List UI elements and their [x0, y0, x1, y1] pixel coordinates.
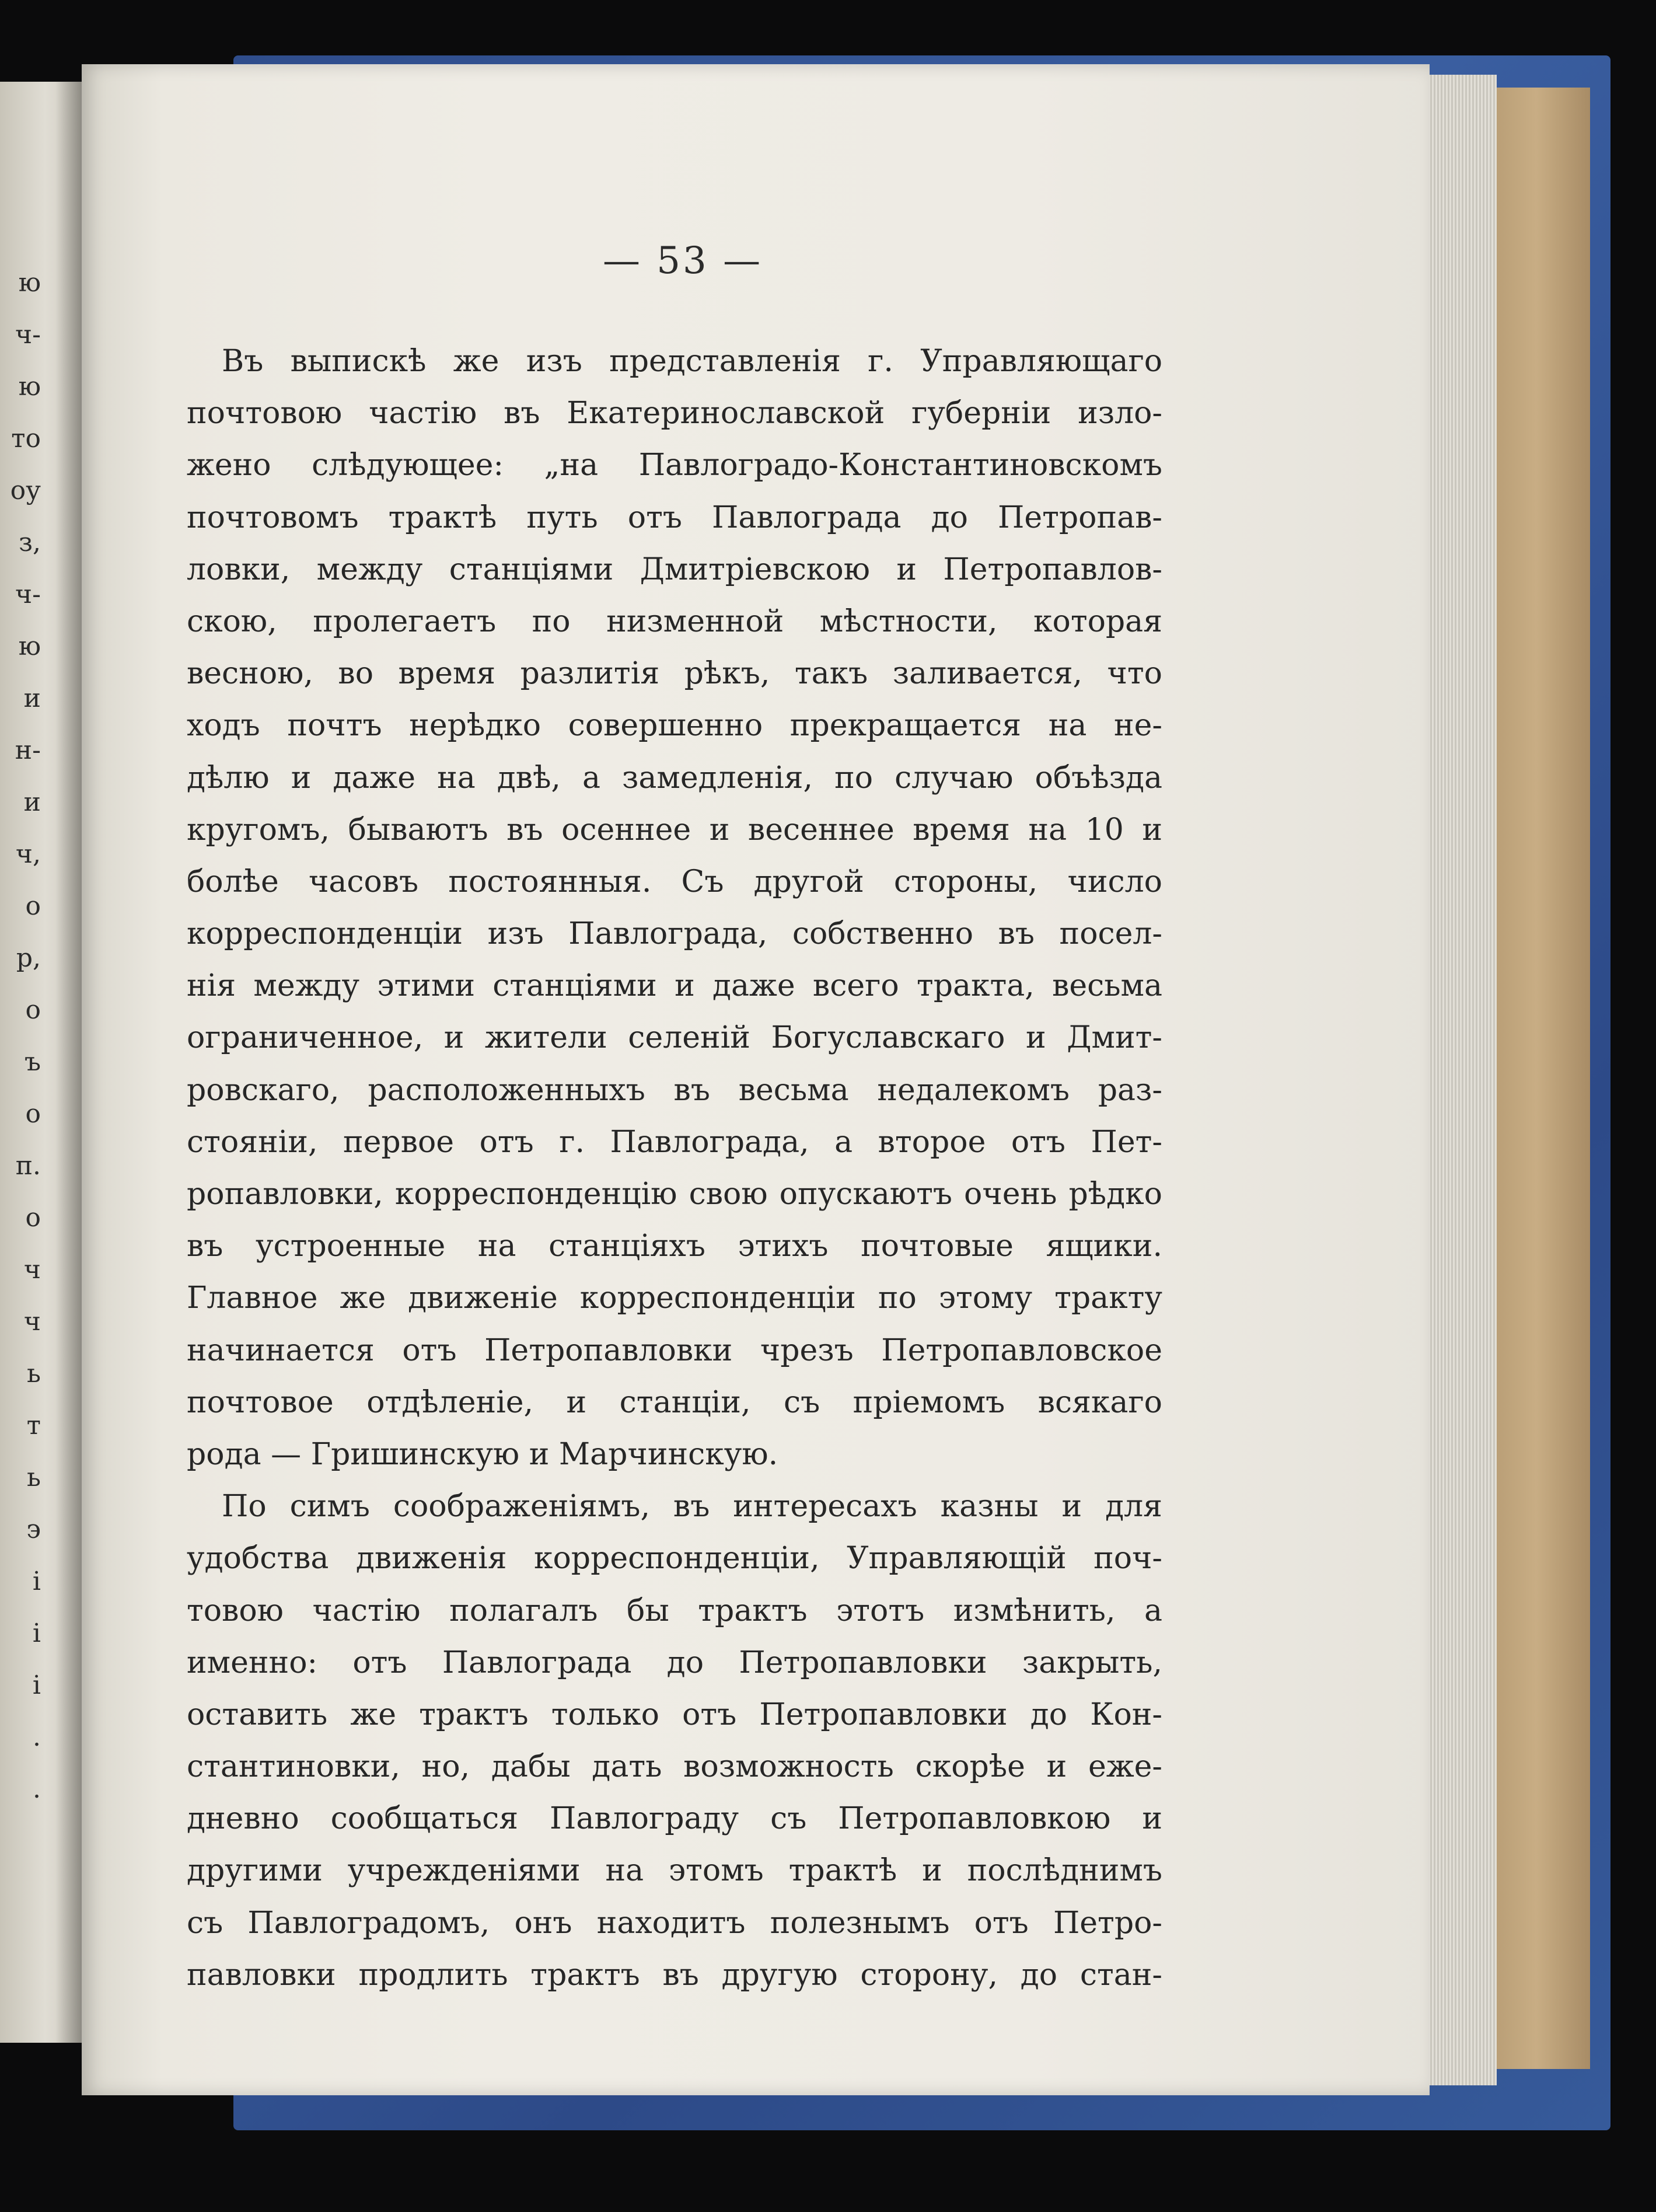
text-line: болѣе часовъ постоянныя. Съ другой стороны, число [187, 864, 1162, 899]
page-number: — 53 — [602, 239, 763, 282]
left-page-text-fragments [0, 257, 41, 1815]
fragment: . [33, 1774, 41, 1804]
fragment: и [23, 683, 41, 713]
page-body-text [187, 336, 1162, 2001]
text-line: въ устроенные на станціяхъ этихъ почтовые ящики. [187, 1229, 1162, 1264]
printed-page [82, 64, 1430, 2095]
fragment: т [26, 1411, 41, 1440]
fragment: оу [10, 476, 41, 505]
fragment: ч- [15, 320, 41, 350]
fragment: то [11, 424, 41, 453]
text-line: оставить же трактъ только отъ Петропавловки до Кон- [187, 1697, 1162, 1732]
fragment: о [25, 891, 41, 921]
fragment: ь [27, 1359, 41, 1388]
fragment: і [32, 1618, 41, 1648]
fragment: . [33, 1722, 41, 1752]
fragment: о [25, 1099, 41, 1129]
text-line: съ Павлоградомъ, онъ находитъ полезнымъ отъ Петро- [187, 1905, 1162, 1941]
text-line: почтовомъ трактѣ путь отъ Павлограда до Петропав- [187, 500, 1162, 535]
text-line: весною, во время разлитія рѣкъ, такъ заливается, что [187, 656, 1162, 692]
fragment: э [26, 1515, 41, 1544]
text-line: удобства движенія корреспонденціи, Управляющій поч- [187, 1541, 1162, 1576]
fragment: ь [27, 1463, 41, 1492]
fragment: ч [23, 1255, 41, 1285]
fragment: и [23, 787, 41, 817]
fragment: н- [15, 735, 41, 765]
text-line: Главное же движеніе корреспонденціи по этому тракту [187, 1281, 1162, 1316]
fragment: ч, [15, 839, 41, 869]
fragment: і [32, 1670, 41, 1700]
text-line: ропавловки, корреспонденцію свою опускаютъ очень рѣдко [187, 1177, 1162, 1212]
text-line: почтовою частію въ Екатеринославской губерніи изло- [187, 396, 1162, 431]
book-board [1482, 88, 1590, 2069]
text-line: кругомъ, бываютъ въ осеннее и весеннее время на 10 и [187, 812, 1162, 847]
text-line: другими учрежденіями на этомъ трактѣ и послѣднимъ [187, 1853, 1162, 1889]
page-edges [1427, 75, 1497, 2085]
text-line: нія между этими станціями и даже всего тракта, весьма [187, 968, 1162, 1004]
text-line: скою, пролегаетъ по низменной мѣстности, которая [187, 603, 1162, 639]
fragment: ю [18, 372, 41, 402]
fragment: п. [15, 1151, 41, 1181]
text-line: дневно сообщаться Павлограду съ Петропавловкою и [187, 1801, 1162, 1837]
text-line: ровскаго, расположенныхъ въ весьма недалекомъ раз- [187, 1072, 1162, 1108]
text-line: рода — Гришинскую и Марчинскую. [187, 1436, 778, 1472]
text-line: По симъ соображеніямъ, въ интересахъ казны и для [222, 1489, 1162, 1524]
fragment: ъ [25, 1047, 41, 1077]
fragment: ч- [15, 580, 41, 609]
text-line: начинается отъ Петропавловки чрезъ Петропавловское [187, 1332, 1162, 1368]
fragment: ч [23, 1307, 41, 1337]
text-line: ловки, между станціями Дмитріевскою и Петропавлов- [187, 552, 1162, 587]
fragment: о [25, 995, 41, 1025]
text-line: Въ выпискѣ же изъ представленія г. Управляющаго [222, 344, 1162, 379]
text-line: товою частію полагалъ бы трактъ этотъ измѣнить, а [187, 1593, 1162, 1628]
fragment: з, [19, 528, 41, 557]
text-line: павловки продлить трактъ въ другую сторону, до стан- [187, 1957, 1162, 1993]
fragment: о [25, 1203, 41, 1233]
text-line: жено слѣдующее: „на Павлоградо-Константиновскомъ [187, 448, 1162, 483]
text-line: ограниченное, и жители селеній Богуславскаго и Дмит- [187, 1020, 1162, 1056]
text-line: стояніи, первое отъ г. Павлограда, а второе отъ Пет- [187, 1124, 1162, 1160]
text-line: стантиновки, но, дабы дать возможность скорѣе и еже- [187, 1749, 1162, 1785]
fragment: р, [16, 943, 41, 973]
spine-shadow [55, 82, 85, 2043]
fragment: і [32, 1566, 41, 1596]
text-line: почтовое отдѣленіе, и станціи, съ пріемомъ всякаго [187, 1384, 1162, 1420]
fragment: ю [18, 268, 41, 298]
text-line: дѣлю и даже на двѣ, а замедленія, по случаю объѣзда [187, 760, 1162, 796]
text-line: корреспонденціи изъ Павлограда, собственно въ посел- [187, 916, 1162, 952]
fragment: ю [18, 631, 41, 661]
text-line: именно: отъ Павлограда до Петропавловки закрыть, [187, 1645, 1162, 1680]
text-line: ходъ почтъ нерѣдко совершенно прекращается на не- [187, 708, 1162, 744]
